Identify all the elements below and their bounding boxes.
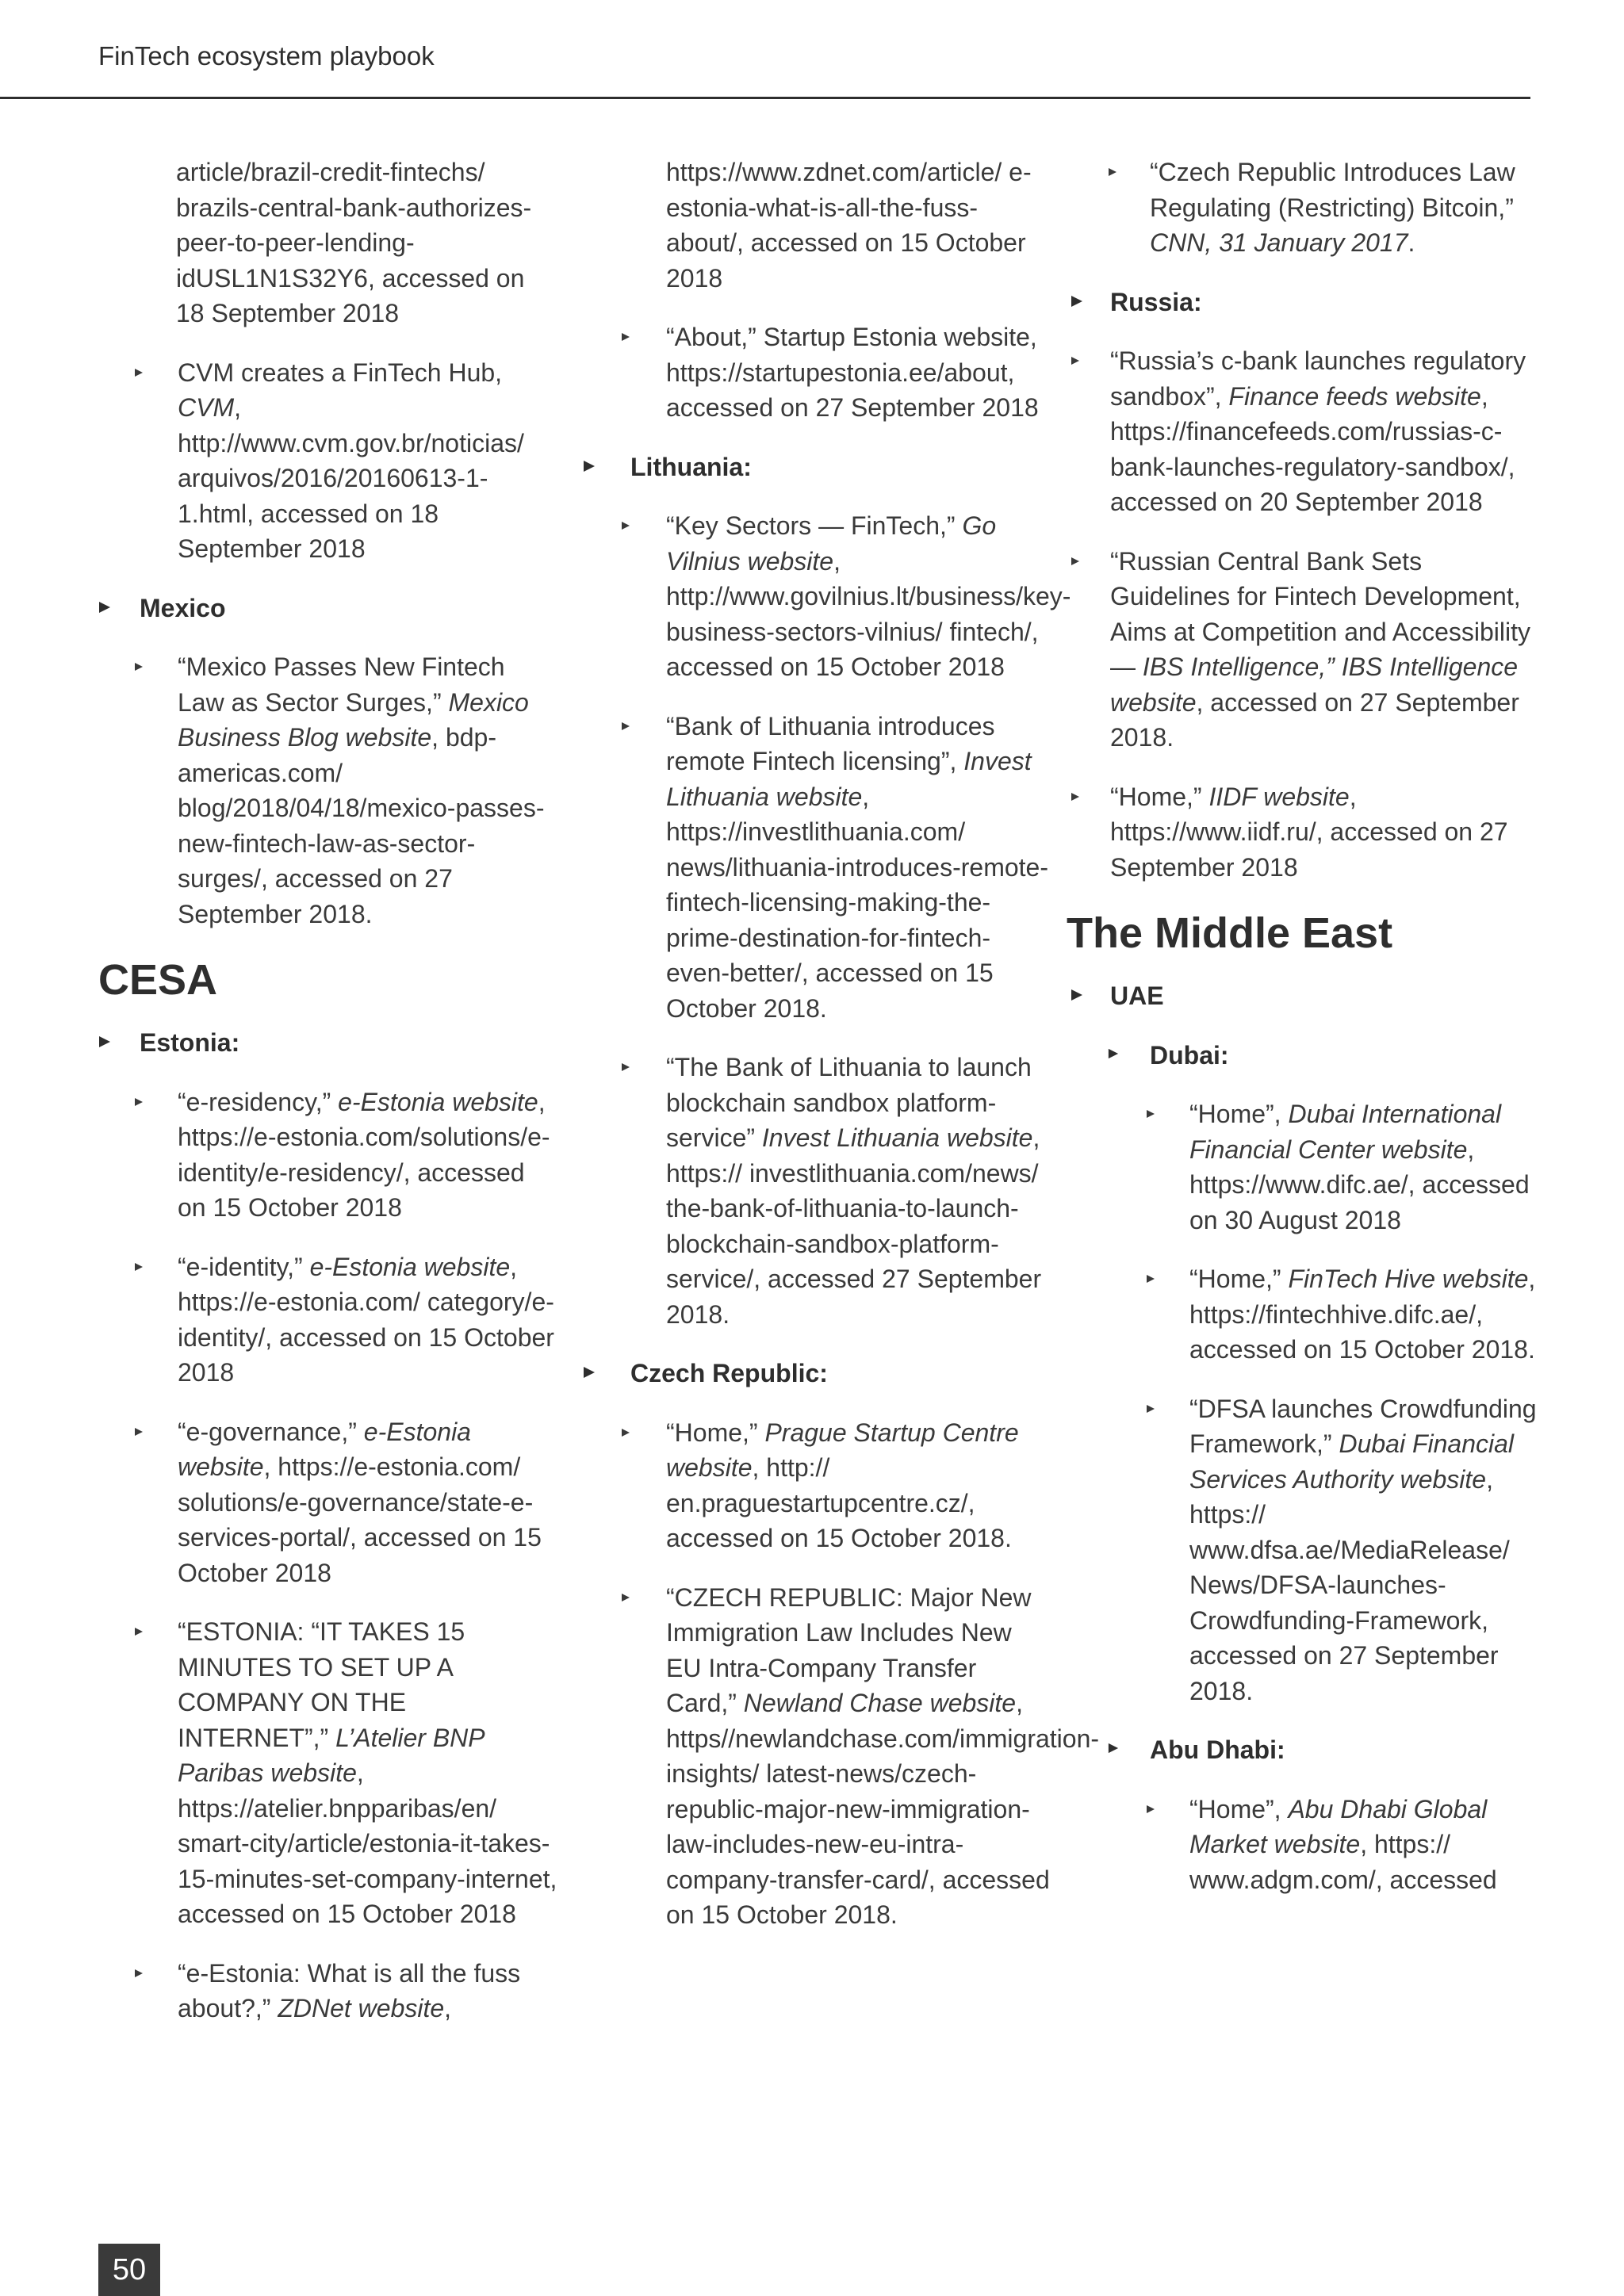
reference-source: FinTech Hive website — [1288, 1265, 1529, 1293]
reference-text: “The Bank of Lithuania to launch blockchain sandbox platform-service” — [666, 1053, 1032, 1152]
reference-item — [583, 320, 1051, 426]
reference-source: IBS Intelligence,” IBS Intelligence website — [1110, 652, 1519, 717]
reference-text: “Home,” — [1110, 782, 1209, 811]
bullet-icon — [1146, 1391, 1157, 1426]
reference-text: , https://e-estonia.com/ category/e-identity/, accessed on 15 October 2018 — [178, 1252, 554, 1387]
reference-text: “About,” Startup Estonia website, https://startupestonia.ee/about, accessed on 27 September 2018 — [666, 323, 1039, 422]
reference-text: “Home,” — [1189, 1265, 1289, 1293]
reference-text: CVM creates a FinTech Hub, — [178, 358, 503, 387]
reference-text: https://www.zdnet.com/article/ e-estonia-what-is-all-the-fuss-about/, accessed on 15 October 2018 — [666, 158, 1032, 293]
reference-source: Abu Dhabi Global Market website — [1189, 1794, 1488, 1858]
reference-item — [98, 1956, 558, 2026]
bullet-icon — [1071, 285, 1082, 320]
heading-text: UAE — [1110, 982, 1164, 1010]
reference-text: “Home”, — [1189, 1794, 1289, 1823]
reference-item — [1067, 1096, 1542, 1238]
reference-item — [1067, 779, 1542, 886]
reference-text: “Czech Republic Introduces Law Regulating (Restricting) Bitcoin,” — [1150, 158, 1515, 222]
bullet-icon — [583, 1356, 594, 1391]
reference-item — [98, 1614, 558, 1932]
heading-text: Russia: — [1110, 287, 1202, 316]
reference-text: article/brazil-credit-fintechs/ brazils-central-bank-authorizes-peer-to-peer-lending-idUSL1N1S32Y6, accessed on 18 September 2018 — [176, 158, 532, 327]
reference-text: “ESTONIA: “IT TAKES 15 MINUTES TO SET UP A COMPANY ON THE INTERNET”,” — [178, 1617, 465, 1752]
bullet-icon — [134, 1956, 145, 1991]
country-heading — [98, 1025, 558, 1061]
column-3 — [1067, 155, 1542, 1921]
reference-source: CNN, 31 January 2017 — [1150, 228, 1408, 257]
reference-item — [98, 1414, 558, 1591]
country-heading — [98, 591, 558, 626]
bullet-icon — [134, 1085, 145, 1119]
reference-text: , https://www.difc.ae/, accessed on 30 August 2018 — [1189, 1135, 1530, 1234]
bullet-icon — [134, 355, 145, 390]
reference-text: , https//newlandchase.com/immigration-insights/ latest-news/czech-republic-major-new-immigration-law-includes-new-eu-intra-company-transfer-card/, accessed on 15 October 2018. — [666, 1689, 1100, 1929]
bullet-icon — [1108, 1038, 1119, 1073]
reference-source: Finance feeds website — [1228, 381, 1481, 411]
page-header — [0, 0, 1530, 99]
reference-text: , https://www.iidf.ru/, accessed on 27 September 2018 — [1110, 782, 1508, 882]
heading-text: Lithuania: — [630, 452, 752, 481]
header-title: FinTech ecosystem playbook — [98, 41, 435, 71]
reference-source: Prague Startup Centre website — [666, 1418, 1019, 1482]
reference-item — [98, 355, 558, 567]
heading-text: Czech Republic: — [630, 1359, 828, 1387]
reference-text: “Key Sectors — FinTech,” — [666, 511, 963, 540]
reference-text: , — [444, 1994, 452, 2022]
bullet-icon — [134, 1614, 145, 1649]
reference-text: , https:// investlithuania.com/news/ the-bank-of-lithuania-to-launch-blockchain-sandbox-platform-service/, accessed 27 September 2018. — [666, 1123, 1042, 1329]
reference-source: CVM — [178, 393, 235, 422]
reference-text: “e-residency,” — [178, 1087, 339, 1116]
reference-source: e-Estonia website — [309, 1252, 511, 1281]
reference-text: , accessed on 27 September 2018. — [1110, 687, 1519, 752]
reference-item — [583, 508, 1071, 685]
reference-text: , https://e-estonia.com/ solutions/e-governance/state-e-services-portal/, accessed on 15 October 2018 — [178, 1452, 542, 1587]
reference-text: , http://www.cvm.gov.br/noticias/ arquivos/2016/20160613-1-1.html, accessed on 18 September 2018 — [178, 393, 524, 563]
reference-text: , https://e-estonia.com/solutions/e-identity/e-residency/, accessed on 15 October 2018 — [178, 1087, 550, 1222]
country-heading — [1067, 285, 1542, 320]
reference-text: . — [1408, 228, 1415, 257]
country-heading — [583, 1356, 1051, 1391]
heading-text: Mexico — [140, 593, 226, 622]
reference-item — [1067, 1391, 1542, 1709]
country-heading — [583, 450, 1051, 485]
bullet-icon — [621, 320, 632, 354]
reference-text: “e-governance,” — [178, 1417, 364, 1446]
bullet-icon — [621, 508, 632, 543]
reference-item — [1067, 1261, 1542, 1368]
section-title: CESA — [98, 956, 218, 1004]
reference-item — [98, 1249, 558, 1391]
reference-text: “Home,” — [666, 1418, 765, 1447]
bullet-icon — [621, 1580, 632, 1615]
reference-item — [98, 155, 558, 331]
reference-text: “Home”, — [1189, 1100, 1289, 1128]
reference-text: “Russian Central Bank Sets Guidelines for Fintech Development, Aims at Competition and Accessibility — — [1110, 546, 1530, 681]
reference-item — [583, 155, 1051, 296]
reference-item — [1067, 155, 1542, 261]
reference-text: , https://investlithuania.com/ news/lithuania-introduces-remote-fintech-licensing-making-the-prime-destination-for-fintech-even-better/, accessed on 15 October 2018. — [666, 782, 1048, 1023]
reference-text: “Bank of Lithuania introduces remote Fintech licensing”, — [666, 711, 995, 775]
reference-text: “DFSA launches Crowdfunding Framework,” — [1189, 1394, 1537, 1458]
region-heading — [1067, 1732, 1542, 1768]
heading-text: Estonia: — [140, 1028, 240, 1057]
reference-source: Go Vilnius website — [666, 511, 997, 576]
reference-text: , http://www.govilnius.lt/business/key-business-sectors-vilnius/ fintech/, accessed on 15 October 2018 — [666, 546, 1071, 681]
reference-text: , bdp-americas.com/ blog/2018/04/18/mexico-passes-new-fintech-law-as-sector-surges/, accessed on 27 September 2018. — [178, 723, 545, 928]
bullet-icon — [1071, 978, 1082, 1013]
reference-source: e-Estonia website — [178, 1417, 471, 1481]
bullet-icon — [134, 649, 145, 684]
reference-text: “e-Estonia: What is all the fuss about?,” — [178, 1958, 521, 2022]
reference-text: , https://atelier.bnpparibas/en/ smart-city/article/estonia-it-takes-15-minutes-set-company-internet, accessed on 15 October 2018 — [178, 1758, 557, 1928]
reference-item — [1067, 544, 1542, 756]
reference-text: , http:// en.praguestartupcentre.cz/, accessed on 15 October 2018. — [666, 1453, 1012, 1552]
reference-source: ZDNet website — [278, 1994, 445, 2022]
reference-source: Newland Chase website — [743, 1689, 1017, 1717]
reference-text: “CZECH REPUBLIC: Major New Immigration Law Includes New EU Intra-Company Transfer Card,” — [666, 1582, 1032, 1717]
reference-source: Invest Lithuania website — [666, 747, 1032, 811]
bullet-icon — [98, 591, 109, 626]
reference-source: Dubai International Financial Center website — [1189, 1100, 1502, 1164]
reference-text: , https:// www.adgm.com/, accessed — [1189, 1830, 1497, 1894]
reference-text: “e-identity,” — [178, 1252, 310, 1281]
reference-item — [98, 649, 558, 932]
page-number: 50 — [98, 2244, 160, 2296]
bullet-icon — [1071, 779, 1082, 814]
reference-source: L’Atelier BNP Paribas website — [178, 1723, 485, 1787]
bullet-icon — [1146, 1261, 1157, 1296]
bullet-icon — [1108, 155, 1119, 189]
bullet-icon — [134, 1414, 145, 1449]
bullet-icon — [1108, 1732, 1119, 1767]
bullet-icon — [134, 1249, 145, 1284]
reference-text: “Russia’s c-bank launches regulatory sandbox”, — [1110, 346, 1526, 411]
section-title: The Middle East — [1067, 909, 1393, 957]
bullet-icon — [1146, 1096, 1157, 1131]
reference-item — [98, 1085, 558, 1226]
reference-item — [583, 1580, 1100, 1933]
bullet-icon — [1071, 343, 1082, 378]
reference-item — [1067, 343, 1542, 520]
country-heading — [1067, 978, 1542, 1014]
column-1 — [98, 155, 558, 2050]
bullet-icon — [621, 709, 632, 744]
bullet-icon — [621, 1050, 632, 1085]
heading-text: Abu Dhabi: — [1150, 1735, 1285, 1764]
reference-source: e-Estonia website — [338, 1087, 538, 1116]
bullet-icon — [621, 1415, 632, 1450]
region-heading — [1067, 1038, 1542, 1073]
reference-text: , https://financefeeds.com/russias-c-bank-launches-regulatory-sandbox/, accessed on 20 September 2018 — [1110, 381, 1515, 516]
reference-item — [583, 1050, 1051, 1332]
bullet-icon — [98, 1025, 109, 1060]
reference-source: Mexico Business Blog website — [178, 687, 529, 752]
reference-text: “Mexico Passes New Fintech Law as Sector Surges,” — [178, 652, 505, 717]
column-2 — [583, 155, 1100, 1957]
reference-source: Dubai Financial Services Authority website — [1189, 1429, 1515, 1494]
heading-text: Dubai: — [1150, 1040, 1229, 1070]
bullet-icon — [1071, 544, 1082, 579]
reference-source: IIDF website — [1208, 782, 1350, 811]
bullet-icon — [1146, 1792, 1157, 1827]
reference-item — [583, 709, 1051, 1027]
reference-text: , https://fintechhive.difc.ae/, accessed on 15 October 2018. — [1189, 1265, 1536, 1364]
reference-item — [1067, 1792, 1542, 1898]
reference-text: , https:// www.dfsa.ae/MediaRelease/ News/DFSA-launches-Crowdfunding-Framework, accessed on 27 September 2018. — [1189, 1464, 1510, 1705]
reference-item — [583, 1415, 1051, 1556]
reference-source: Invest Lithuania website — [761, 1123, 1033, 1152]
bullet-icon — [583, 450, 594, 484]
